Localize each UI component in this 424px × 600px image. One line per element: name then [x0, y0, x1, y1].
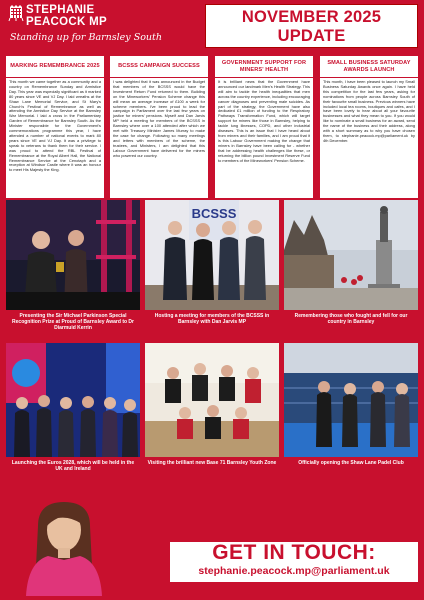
title-update: UPDATE: [277, 27, 346, 45]
photo-padel-club: [284, 343, 418, 457]
article-heading: GOVERNMENT SUPPORT FOR MINERS' HEALTH: [221, 60, 307, 73]
mp-name: [26, 4, 107, 28]
article-heading: MARKING REMEMBRANCE 2025: [10, 63, 100, 70]
photo-item: [145, 200, 279, 325]
photo-item: [6, 200, 140, 331]
photo-award-presentation: [6, 200, 140, 310]
article-body: This month, I have been pleased to launch my Small Business Saturday Awards once again. I have held this competition for the last few years, asking for nominations from people across Barnsley South of their favourite small business. Previous winners have included local tea rooms, boutiques and cafes, and I have been lovely to hear about all your favourite businesses and what they mean to you. If you would like to nominate a small business for an award, send the name of the business and their address, along with a short summary as to why you have chosen them, to stephanie.peacock.mp@parliament.uk by 4th December.: [323, 79, 415, 143]
article-bcsss: [110, 56, 208, 198]
article-miners-health: [215, 56, 313, 198]
bcsss-banner-text: BCSSS: [191, 206, 237, 221]
mp-name-line1: STEPHANIE: [26, 4, 95, 16]
update-title: [205, 4, 418, 48]
article-small-business: [320, 56, 418, 198]
photo-item: [284, 343, 418, 466]
mp-portrait: [18, 496, 110, 596]
photo-war-memorial: [284, 200, 418, 310]
mp-logo: [8, 4, 193, 50]
photo-youth-zone: [145, 343, 279, 457]
photo-item: [284, 200, 418, 325]
photo-caption: Remembering those who fought and fell for our country in Barnsley: [294, 313, 408, 325]
title-month: NOVEMBER 2025: [241, 8, 382, 26]
article-body: This month we came together as a community and a country on Remembrance Sunday and Armistice Day. This year was especially significant as it marked 80 years since VE and VJ Day. I laid wreaths at the Shaw Lane Memorial Service, and St Mary's Church's Festival of Remembrance as well as attending the Armistice Day Service at the Barnsley War Memorial. I laid a cross in the Parliamentary Garden of Remembrance for Barnsley South. As the Minister responsible for the Government's commemorations programme this year, I have attended a number of national events to mark 80 years since VE and VJ Day. It was a privilege to speak to veterans to thank them for their service. I was proud to attend the RBL Festival of Remembrance at the Royal Albert Hall, the National Remembrance Service at the Cenotaph and a reception at Windsor Castle where it was an honour to meet His Majesty the King.: [9, 79, 101, 173]
photo-item: [145, 343, 279, 466]
portcullis-icon: [8, 4, 24, 22]
photo-row-2: [6, 343, 418, 488]
article-heading: SMALL BUSINESS SATURDAY AWARDS LAUNCH: [327, 60, 411, 73]
contact-email-link[interactable]: stephanie.peacock.mp@parliament.uk: [198, 565, 390, 577]
photo-row-1: [6, 200, 418, 340]
article-heading: BCSSS CAMPAIGN SUCCESS: [118, 63, 200, 70]
photo-caption: Visiting the brilliant new Base 71 Barnsley Youth Zone: [147, 460, 277, 466]
article-remembrance: [6, 56, 104, 198]
header: [0, 0, 424, 52]
photo-euros-launch: [6, 343, 140, 457]
photo-caption: Presenting the Sir Michael Parkinson Special Recognition Prize at Proud of Barnsley Award to Dr Diarmuid Kerrin: [12, 313, 134, 331]
contact-title: GET IN TOUCH:: [212, 541, 376, 564]
photo-item: [6, 343, 140, 472]
photo-caption: Launching the Euros 2028, which will be held in the UK and Ireland: [11, 460, 135, 472]
article-body: It is brilliant news that the Government have announced our landmark Men's Health Strategy. This will aim to tackle the health inequalities that men across the country experience, including encouraging cancer diagnoses and preventing male suicides. As part of the strategy, the Government have also dedicated £1 million of funding to the Respiratory Pathways Transformation Fund, which will target support for miners like those in Barnsley, helping to tackle lung illnesses, COPD, and other industrial diseases. This is an issue that I have heard about from miners and their families, and I am proud that it is this Labour Government making the change that miners in Barnsley have been calling for - whether that be addressing health challenges like these, or returning the billion pound Investment Reserve Fund to members of the Mineworkers' Pension Scheme.: [218, 79, 310, 163]
photo-caption: Officially opening the Shaw Lane Padel Club: [298, 460, 404, 466]
photo-caption: Hosting a meeting for members of the BCSSS in Barnsley with Dan Jarvis MP: [154, 313, 270, 325]
mp-name-line2: PEACOCK MP: [26, 16, 107, 28]
article-body: I was delighted that it was announced in the Budget that members of the BCSSS would have the Investment Return Fund returned to them. Building on the Mineworkers' Pension Scheme change this will mean an average increase of £100 a week for scheme members. I've been proud to lead the campaign in Parliament over the last few years on justice for miners' pensions. Myself and Dan Jarvis MP held a meeting for members of the BCSSS in Barnsley where over a 100 attended after which we met with Treasury Minister James Murray to make the case for change. Following so many meetings and letters with members of the scheme, the trustees, and Ministers, I am delighted that this Labour Government have delivered for the miners who powered our country.: [113, 79, 205, 158]
tagline: Standing up for Barnsley South: [10, 32, 162, 43]
footer: [0, 490, 424, 600]
photo-bcsss-meeting: [145, 200, 279, 310]
articles-row: [6, 56, 418, 198]
